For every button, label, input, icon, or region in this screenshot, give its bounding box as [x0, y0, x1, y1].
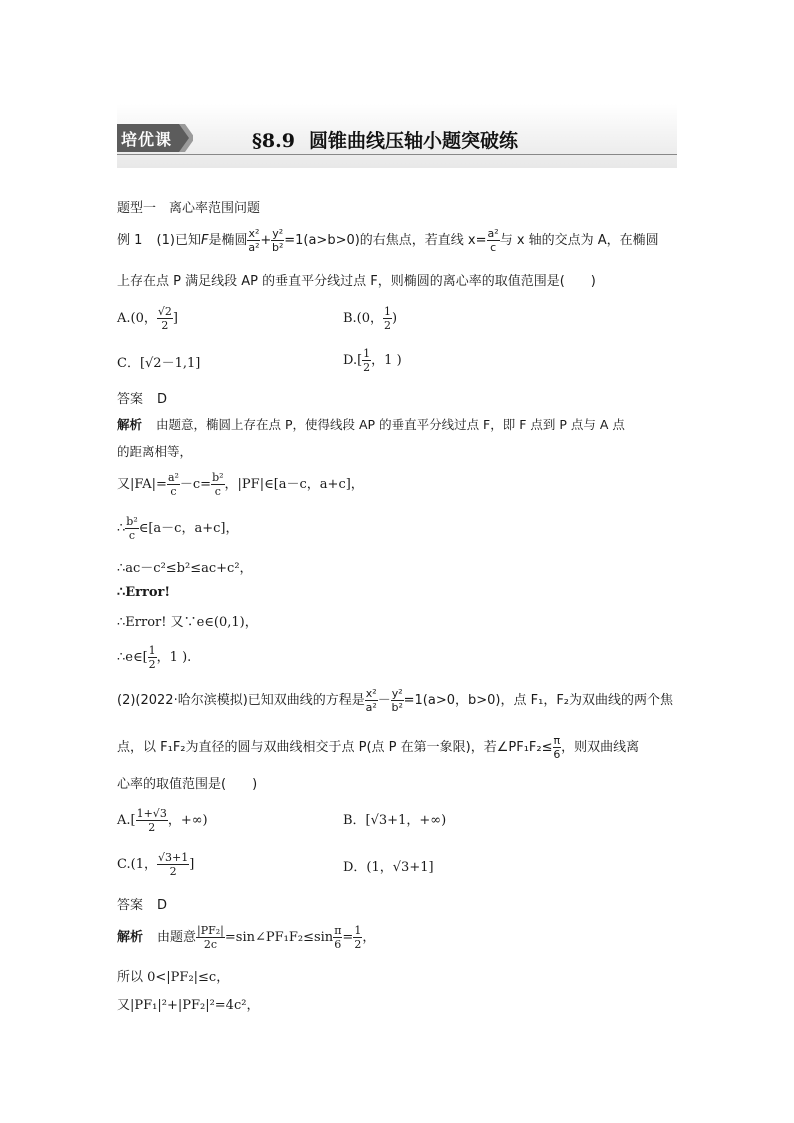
solution-line [117, 415, 625, 433]
numerator: a² [167, 471, 179, 484]
badge-label: 培优课 [121, 130, 173, 149]
denominator: 2c [203, 938, 218, 951]
option-c[interactable] [117, 852, 194, 877]
solution-text: ，1 ). [156, 650, 192, 665]
denominator: a² [365, 701, 377, 714]
option-c[interactable]: C．[√2－1,1] [117, 356, 201, 371]
fraction [136, 808, 168, 833]
solution-line [117, 645, 191, 670]
option-d[interactable] [343, 348, 402, 373]
ex1-text: 是椭圆 [208, 233, 248, 248]
denominator: 2 [384, 319, 392, 332]
section-title: 圆锥曲线压轴小题突破练 [309, 130, 519, 152]
fraction [487, 228, 500, 253]
ex2-text: ，则双曲线离 [561, 740, 640, 755]
solution-text: ，|PF|∈[a－c，a+c]， [224, 477, 364, 492]
answer-value: D [157, 898, 168, 913]
denominator: 2 [363, 361, 371, 374]
answer-line [117, 388, 167, 407]
numerator: b² [126, 515, 138, 528]
option-text: A.(0， [117, 311, 157, 326]
fraction [353, 925, 362, 950]
solution-text: ∴ [117, 521, 126, 536]
numerator: π [553, 734, 561, 747]
denominator: 6 [334, 938, 342, 951]
banner-divider [117, 154, 677, 155]
solution-line [117, 516, 238, 541]
denominator: 2 [148, 821, 156, 834]
topic-heading: 题型一 离心率范围问题 [117, 201, 261, 216]
ex2-text: (2)(2022·哈尔滨模拟)已知双曲线的方程是 [117, 693, 365, 708]
fraction [167, 472, 180, 497]
denominator: c [214, 485, 221, 498]
solution-text: ， [362, 930, 376, 945]
option-a[interactable] [117, 808, 208, 833]
example2-line3: 心率的取值范围是( ) [117, 777, 258, 792]
solution-line: ∴Error! 又∵e∈(0,1)， [117, 615, 258, 630]
numerator: 1 [148, 644, 156, 657]
fraction [196, 925, 225, 950]
solution-text: ∴e∈[ [117, 650, 148, 665]
numerator: π [334, 924, 342, 937]
fraction [247, 228, 260, 253]
denominator: b² [391, 701, 403, 714]
numerator: b² [212, 471, 224, 484]
denominator: a² [248, 241, 260, 254]
answer-line [117, 894, 167, 913]
solution-line [117, 472, 364, 497]
section-number: §8.9 [252, 130, 295, 152]
ex2-text: =1(a>0，b>0)，点 F₁，F₂为双曲线的两个焦 [403, 693, 674, 708]
solution-line: 所以 0<|PF₂|≤c， [117, 970, 230, 985]
fraction [383, 306, 392, 331]
denominator: 2 [354, 938, 362, 951]
solution-line: ∴Error! [117, 585, 171, 600]
chapter-banner [117, 104, 677, 168]
example-label: 例 1 [117, 233, 143, 248]
ex1-text: =1(a>b>0)的右焦点，若直线 x= [284, 233, 487, 248]
answer-label: 答案 [117, 898, 144, 913]
option-text: D.[ [343, 353, 363, 368]
numerator: 1 [354, 924, 362, 937]
option-b[interactable]: B．[√3+1，+∞) [343, 813, 447, 828]
solution-text: ∈[a－c，a+c]， [138, 521, 239, 536]
page-title [252, 126, 518, 153]
solution-text: －c= [179, 477, 212, 492]
course-badge [117, 124, 189, 152]
fraction [553, 735, 562, 760]
ex1-text: 与 x 轴的交点为 A，在椭圆 [499, 233, 659, 248]
option-text: C.(1， [117, 857, 157, 872]
ex2-text: － [377, 693, 391, 708]
solution-text: 由题意，椭圆上存在点 P，使得线段 AP 的垂直平分线过点 F，即 F 点到 P 点与 A 点 [156, 417, 625, 432]
numerator: 1 [384, 305, 392, 318]
solution-text: 由题意 [157, 930, 197, 945]
solution-label: 解析 [117, 930, 144, 945]
numerator: √3+1 [157, 851, 189, 864]
numerator: 1+√3 [136, 807, 167, 820]
denominator: 2 [169, 865, 177, 878]
denominator: 2 [148, 658, 156, 671]
fraction [362, 348, 371, 373]
fraction [157, 306, 173, 331]
denominator: c [128, 529, 136, 542]
solution-line [117, 925, 375, 950]
numerator: |PF₂| [197, 924, 224, 937]
solution-text: = [342, 930, 354, 945]
denominator: 2 [161, 319, 169, 332]
ex2-text: 点，以 F₁F₂为直径的圆与双曲线相交于点 P(点 P 在第一象限)，若∠PF₁F₂≤ [117, 740, 553, 755]
numerator: 1 [363, 347, 371, 360]
example2-line1 [117, 688, 673, 713]
option-text: ，+∞) [167, 813, 208, 828]
option-text: ] [172, 311, 178, 326]
option-text: B.(0， [343, 311, 384, 326]
example2-line2 [117, 735, 639, 760]
fraction [125, 516, 138, 541]
solution-label: 解析 [117, 417, 143, 432]
numerator: y² [391, 687, 403, 700]
fraction [157, 852, 189, 877]
example1-line2: 上存在点 P 满足线段 AP 的垂直平分线过点 F，则椭圆的离心率的取值范围是( ) [117, 274, 596, 289]
answer-value: D [157, 392, 168, 407]
option-text: ] [189, 857, 195, 872]
option-text: ，1 ) [371, 353, 402, 368]
denominator: b² [272, 241, 284, 254]
fraction [148, 645, 157, 670]
numerator: x² [365, 687, 377, 700]
example1-line1: 例 1 (1)已知F是椭圆 $\frac{\text{x²}}{\text{a²}}$ + $\frac{\text{y²}}{\text{b²}}$ =1(a>b>0)的右焦点，若直线 x= $\frac{\text{a²}}{c}$ 与 x 轴的交点为 A，在椭圆 [117, 227, 659, 254]
option-text: A.[ [117, 813, 136, 828]
solution-line: 又|PF₁|²+|PF₂|²=4c²， [117, 998, 260, 1013]
option-d[interactable]: D．(1，√3+1] [343, 860, 434, 875]
fraction [391, 688, 404, 713]
solution-line: ∴ac－c²≤b²≤ac+c²， [117, 561, 253, 576]
ex1-var-f: F [200, 233, 209, 248]
answer-label: 答案 [117, 392, 144, 407]
fraction [271, 228, 284, 253]
solution-text: 又|FA|= [117, 477, 167, 492]
fraction [211, 472, 224, 497]
option-text: ) [392, 311, 398, 326]
denominator: c [170, 485, 177, 498]
solution-text: =sin∠PF₁F₂≤sin [224, 930, 334, 945]
solution-line: 的距离相等， [117, 444, 193, 459]
ex1-part1: (1)已知 [156, 233, 201, 248]
option-b[interactable] [343, 306, 397, 331]
option-a[interactable] [117, 306, 178, 331]
denominator: 6 [553, 748, 561, 761]
numerator: x² [248, 227, 260, 240]
fraction [365, 688, 378, 713]
denominator: c [490, 241, 497, 254]
numerator: y² [272, 227, 284, 240]
numerator: √2 [157, 305, 172, 318]
numerator: a² [487, 227, 499, 240]
